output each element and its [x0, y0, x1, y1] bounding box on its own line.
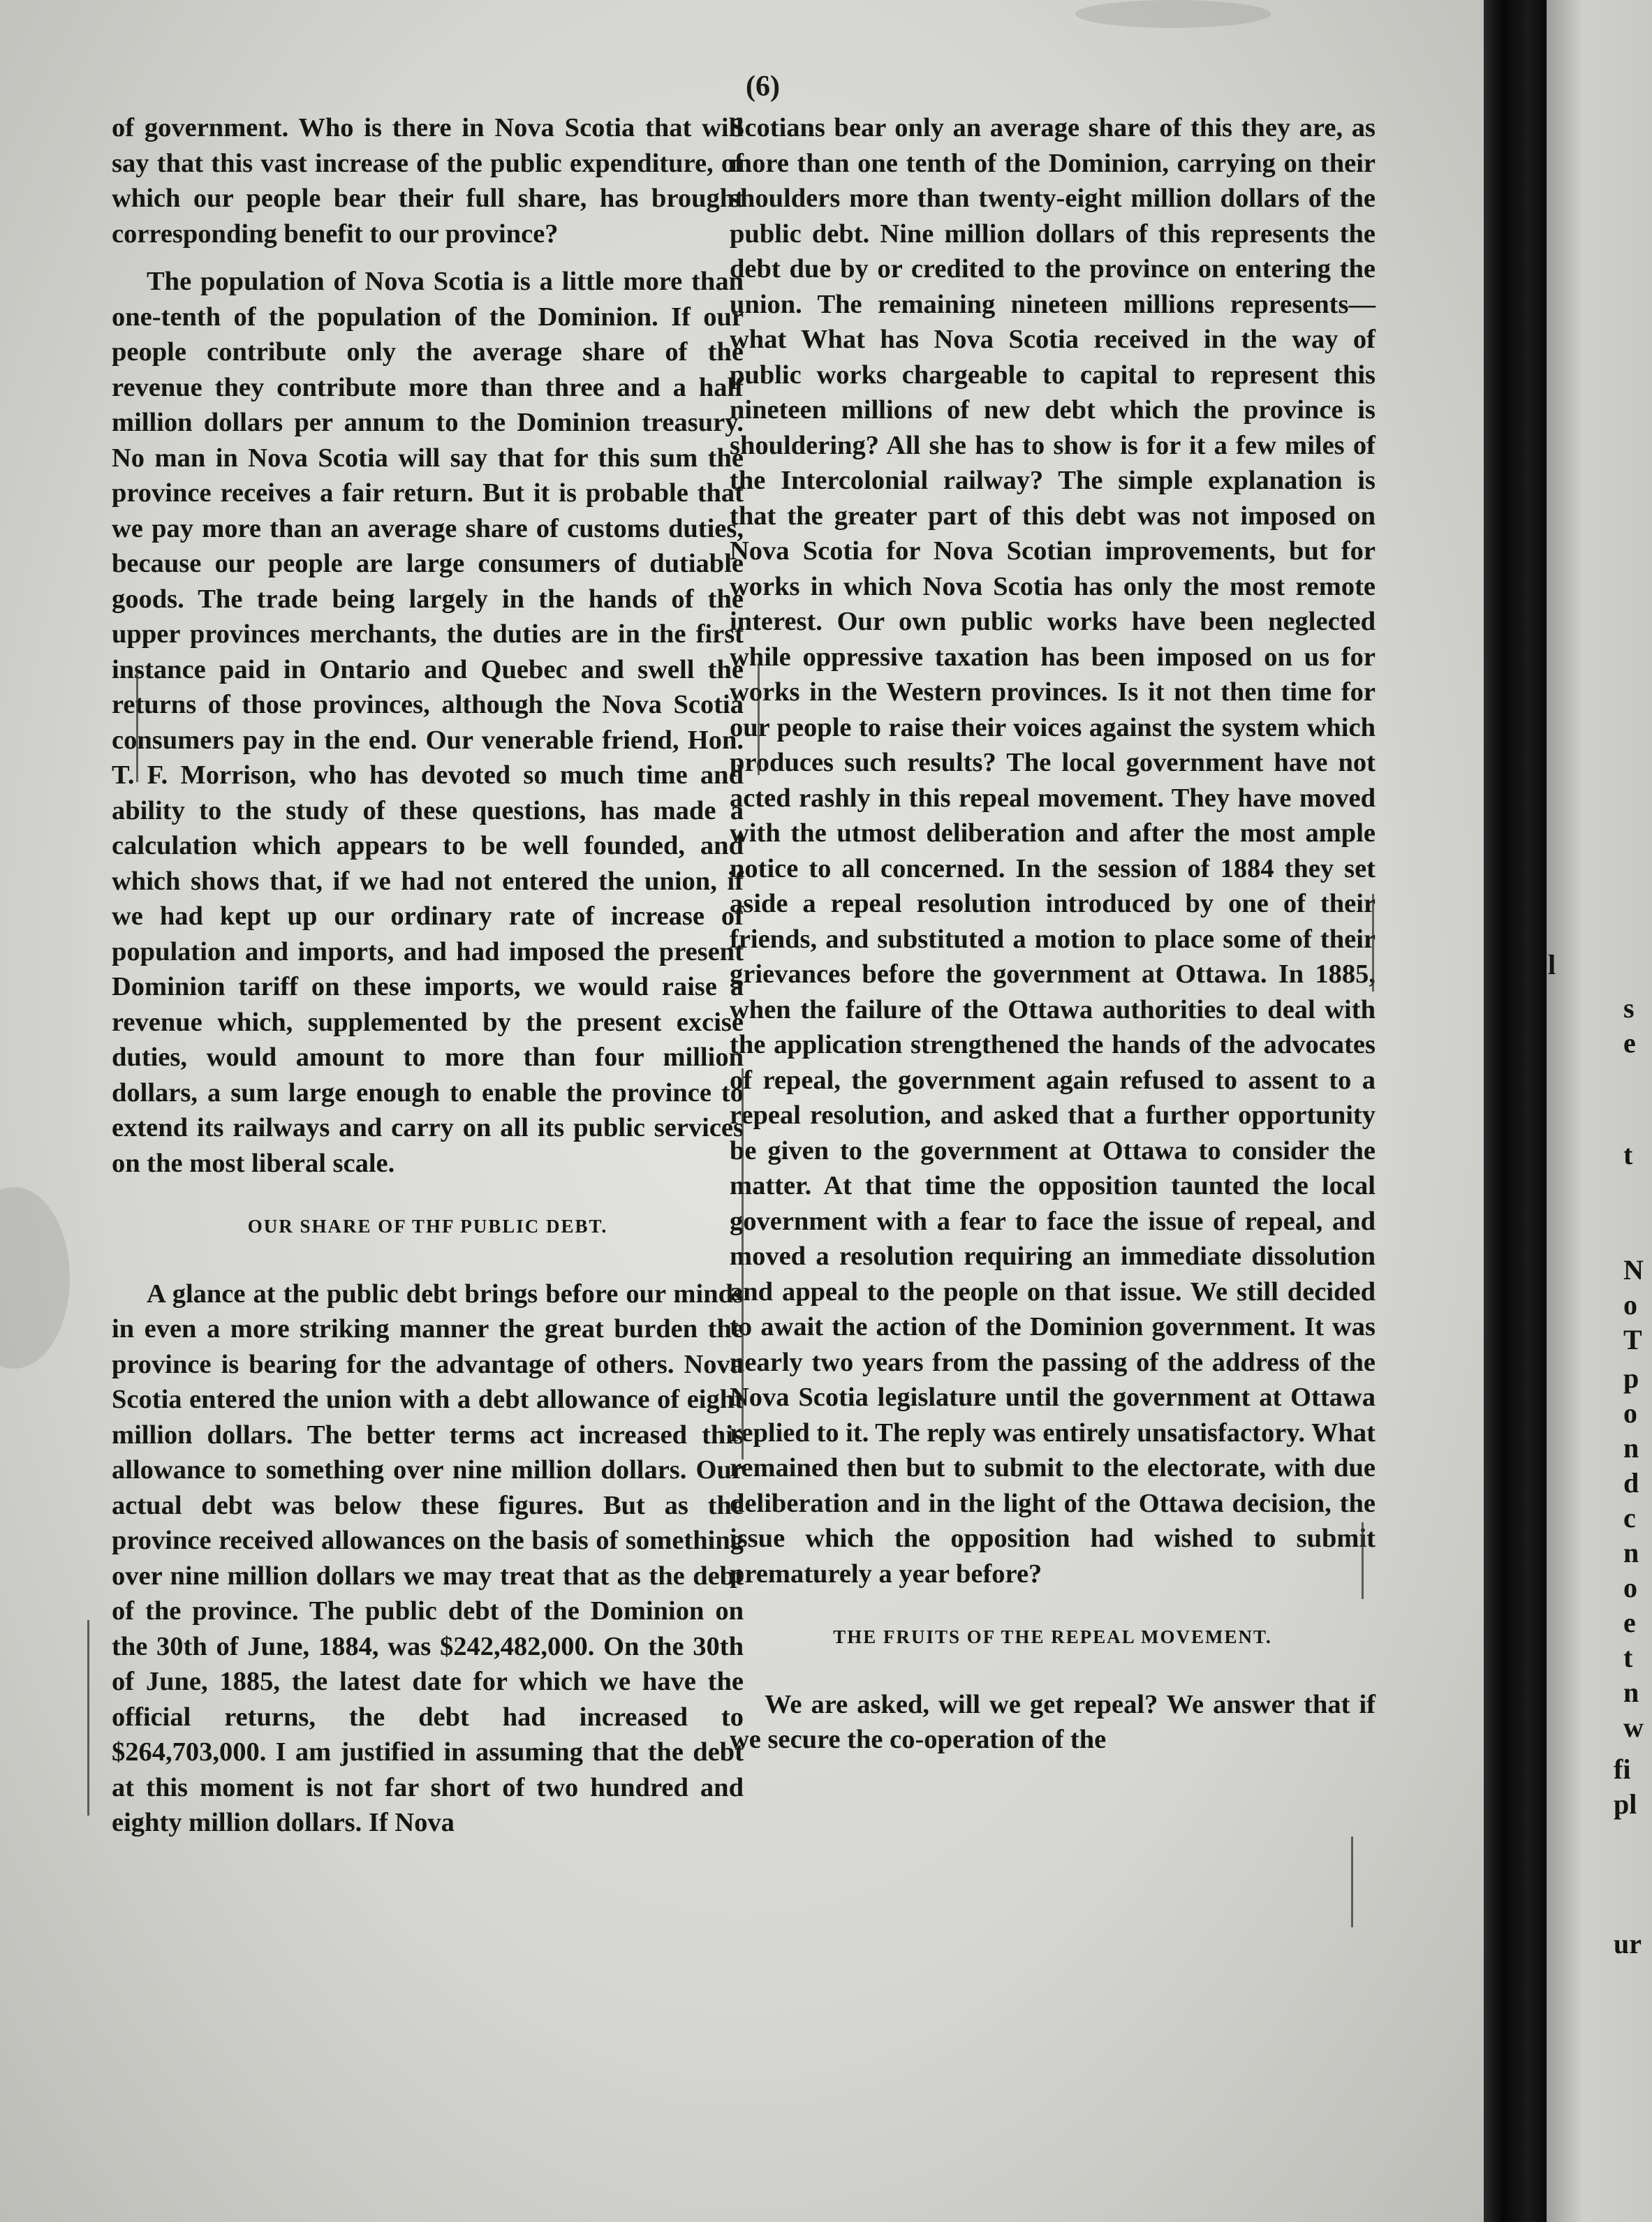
adjacent-page-fragment: N [1623, 1254, 1644, 1286]
page-number: (6) [746, 71, 780, 103]
book-binding [1484, 0, 1547, 2222]
adjacent-page-fragment: d [1623, 1467, 1639, 1499]
adjacent-page-fragment: s [1623, 992, 1635, 1024]
adjacent-page-fragment: c [1623, 1502, 1636, 1533]
right-paragraph-1: Scotians bear only an average share of this they are, as more than one tenth of the Dominion, carrying on their shoulders more than twenty-eight million dollars of the public debt. Nine million dollars of this represents the debt due by or credited to the province on entering the union. The remaining nineteen millions represents—what What has Nova Scotia received in the way of public works chargeable to capital to represent this nineteen millions of new debt which the province is shouldering? All she has to show is for it a few miles of the Intercolonial railway? The simple explanation is that the greater part of this debt was not imposed on Nova Scotia for Nova Scotian improvements, but for works in which Nova Scotia has only the most remote interest. Our own public works have been neglected while oppressive taxation has been imposed on us for works in the Western provinces. Is it not then time for our people to raise their voices against the system which produces such results? The local government have not acted rashly in this repeal movement. They have moved with the utmost deliberation and after the most ample notice to all concerned. In the session of 1884 they set aside a repeal resolution introduced by one of their friends, and substituted a motion to place some of their grievances before the government at Ottawa. In 1885, when the failure of the Ottawa authorities to deal with the application strengthened the hands of the advocates of repeal, the government again refused to assent to a repeal resolution, and asked that a further opportunity be given to the government at Ottawa to consider the matter. At that time the opposition taunted the local government with a fear to face the issue of repeal, and moved a resolution requiring an immediate dissolution and appeal to the people on that issue. We still decided to await the action of the Dominion government. It was nearly two years from the passing of the address of the Nova Scotia legislature until the government at Ottawa replied to it. The reply was entirely unsatisfactory. What remained then but to submit to the electorate, with due deliberation and in the light of the Ottawa decision, the issue which the opposition had wished to submit prematurely a year before? [730, 113, 1376, 1589]
adjacent-page-fragment: o [1623, 1397, 1637, 1429]
adjacent-page-fragment: n [1623, 1537, 1639, 1568]
margin-pencil-mark [1372, 894, 1374, 992]
adjacent-page-edge [1547, 0, 1652, 2222]
section-heading-public-debt: OUR SHARE OF THF PUBLIC DEBT. [247, 1216, 608, 1237]
adjacent-page-fragment: e [1623, 1607, 1636, 1638]
margin-pencil-mark [742, 1068, 744, 1459]
page-stain [1075, 0, 1271, 28]
left-paragraph-3: A glance at the public debt brings before our minds in even a more striking manner the great burden the province is bearing for the advantage of others. Nova Scotia entered the union with a debt allowance of eight million dollars. The better terms act increased this allowance to something over nine million dollars. Our actual debt was below these figures. But as the province received allowances on the basis of something over nine million dollars we may treat that as the debt of the province. The public debt of the Dominion on the 30th of June, 1884, was $242,482,000. On the 30th of June, 1885, the latest date for which we have the official returns, the debt had increased to $264,703,000. I am justified in assuming that the debt at this moment is not far short of two hundred and eighty million dollars. If Nova [112, 1279, 744, 1837]
adjacent-page-fragment: n [1623, 1432, 1639, 1464]
margin-pencil-mark [758, 663, 760, 775]
adjacent-page-fragment: t [1623, 1642, 1633, 1673]
left-column [112, 110, 744, 1853]
adjacent-page-fragment: t [1623, 1139, 1633, 1170]
margin-pencil-mark [1362, 1522, 1364, 1599]
adjacent-page-fragment: fi [1614, 1753, 1631, 1785]
adjacent-page-fragment: n [1623, 1677, 1639, 1708]
adjacent-page-fragment: w [1623, 1712, 1644, 1743]
adjacent-page-fragment: p [1623, 1362, 1639, 1394]
margin-pencil-mark [1351, 1837, 1353, 1927]
margin-pencil-mark [87, 1620, 89, 1816]
adjacent-page-fragment: ur [1614, 1928, 1642, 1959]
right-column [730, 110, 1376, 1770]
adjacent-page-fragment: T [1623, 1324, 1642, 1355]
adjacent-page-fragment: o [1623, 1289, 1637, 1320]
section-heading-repeal-movement: THE FRUITS OF THE REPEAL MOVEMENT. [833, 1626, 1272, 1647]
right-paragraph-2: We are asked, will we get repeal? We answer that if we secure the co-operation of the [730, 1689, 1376, 1754]
left-paragraph-1: of government. Who is there in Nova Scotia that will say that this vast increase of the public expenditure, of which our people bear their full share, has brought corresponding benefit to our province? [112, 113, 744, 249]
adjacent-page-fragment: pl [1614, 1788, 1637, 1820]
adjacent-page-fragment: l [1548, 949, 1556, 980]
adjacent-page-fragment: e [1623, 1027, 1636, 1059]
page-stain [0, 1187, 70, 1369]
left-paragraph-2: The population of Nova Scotia is a little more than one-tenth of the population of the Dominion. If our people contribute only the average share of the revenue they contribute more than three and a half million dollars per annum to the Dominion treasury. No man in Nova Scotia will say that for this sum the province receives a fair return. But it is probable that we pay more than an average share of customs duties, because our people are large consumers of dutiable goods. The trade being largely in the hands of the upper provinces merchants, the duties are in the first instance paid in Ontario and Quebec and swell the returns of those provinces, although the Nova Scotia consumers pay in the end. Our venerable friend, Hon. T. F. Morrison, who has devoted so much time and ability to the study of these questions, has made a calculation which appears to be well founded, and which shows that, if we had not entered the union, if we had kept up our ordinary rate of increase of population and imports, and had imposed the present Dominion tariff on these imports, we would raise a revenue which, supplemented by the present excise duties, would amount to more than four million dollars, a sum large enough to enable the province to extend its railways and carry on all its public services on the most liberal scale. [112, 267, 744, 1178]
margin-pencil-mark [136, 670, 138, 782]
adjacent-page-fragment: o [1623, 1572, 1637, 1603]
